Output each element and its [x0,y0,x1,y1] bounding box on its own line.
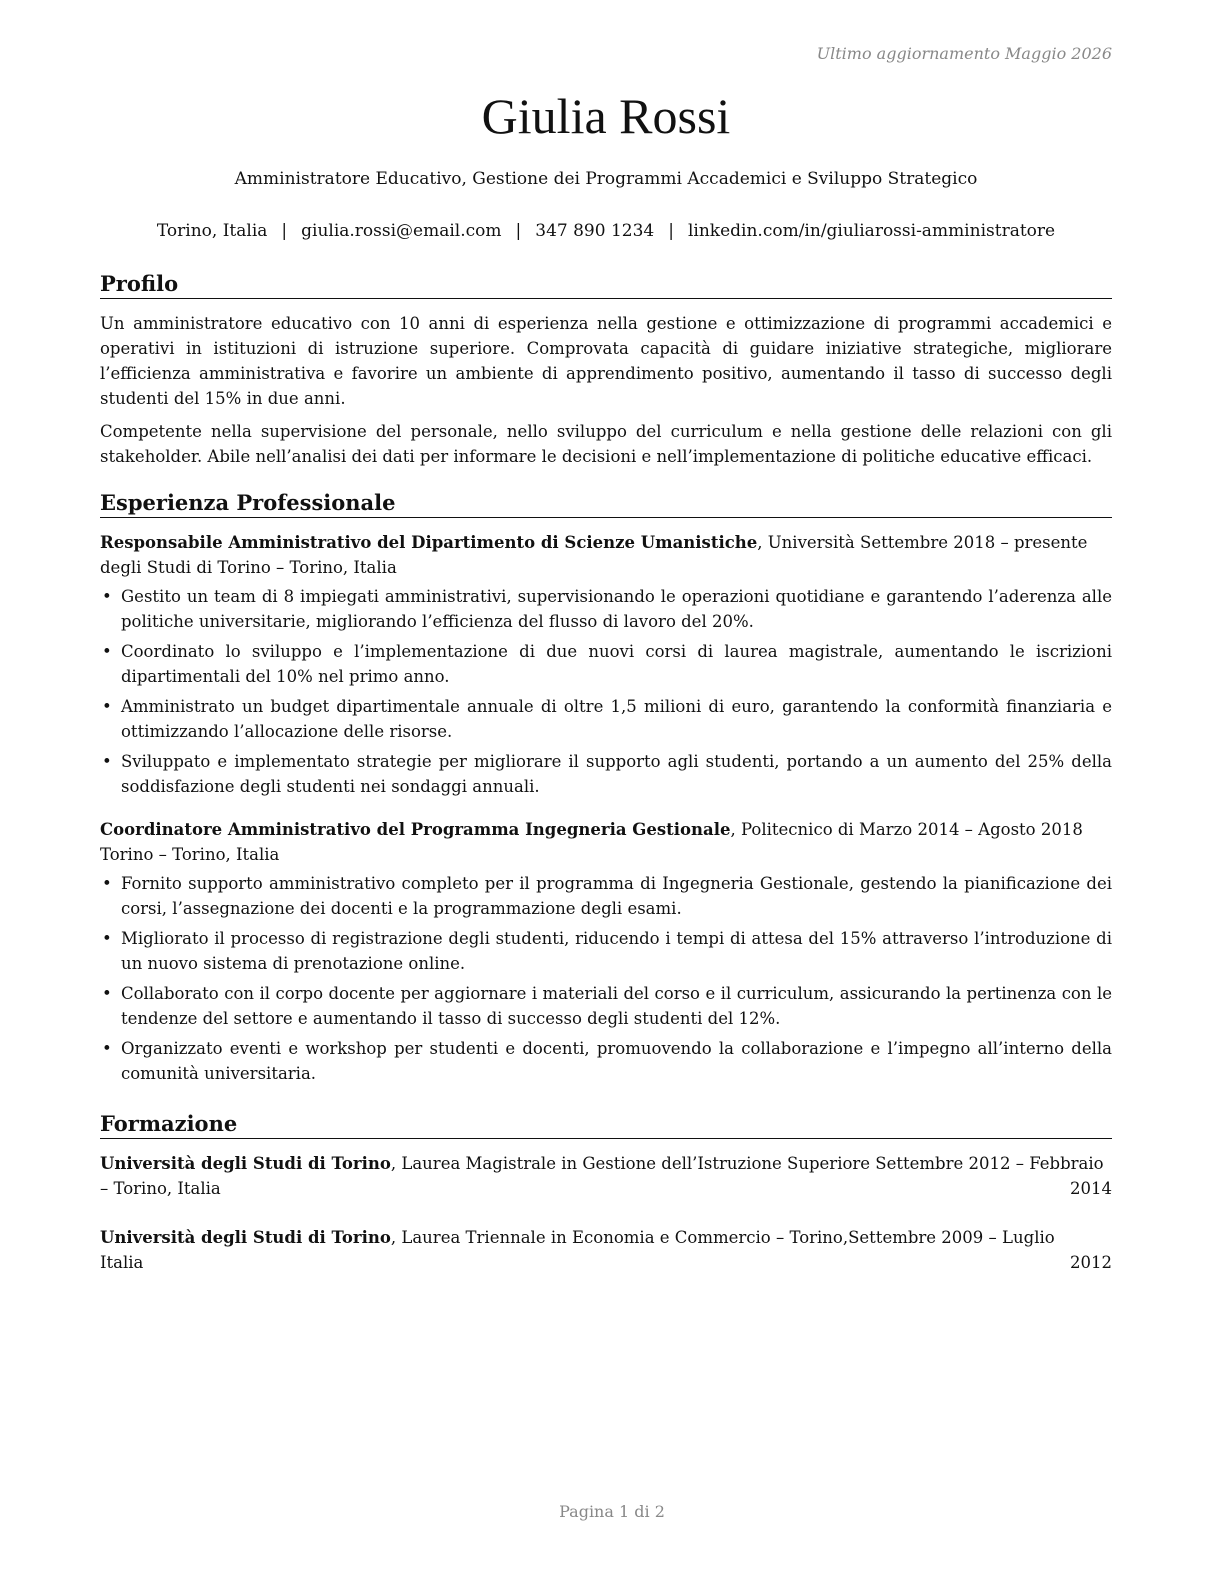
education-location: Italia [100,1253,144,1272]
job-bullet: • Migliorato il processo di registrazione degli studenti, riducendo i tempi di attesa del 15% attraverso l’introduzione di un nuovo sistema di prenotazione online. [100,926,1112,976]
profile-paragraph: Un amministratore educativo con 10 anni di esperienza nella gestione e ottimizzazione di programmi accademici e operativi in istituzioni di istruzione superiore. Comprovata capacità di guidare iniziative strategiche, migliorare l’efficienza amministrativa e favorire un ambiente di apprendimento positivo, aumentando il tasso di successo degli studenti del 15% in due anni. [100,314,1112,408]
contact-linkedin[interactable]: linkedin.com/in/giuliarossi-amministratore [687,221,1056,241]
education-entry [100,1151,1112,1201]
job-bullets [100,584,1112,799]
profile-paragraph: Competente nella supervisione del personale, nello sviluppo del curriculum e nella gestione delle relazioni con gli stakeholder. Abile nell’analisi dei dati per informare le decisioni e nell’implementazione di politiche educative efficaci. [100,422,1112,466]
education-line [100,1151,1112,1176]
contact-email[interactable]: giulia.rossi@email.com [301,221,502,241]
education-school: Università degli Studi di Torino [100,1228,391,1247]
contact-separator: | [281,221,288,241]
resume-page [100,0,1112,1584]
contact-separator: | [668,221,674,241]
job-org-location: Torino – Torino, Italia [100,845,280,864]
job-org-dates: , Università Settembre 2018 – presente [757,533,1088,552]
section-title-experience: Esperienza Professionale [100,489,1112,518]
section-title-profile: Profilo [100,270,1112,299]
section-title-education: Formazione [100,1110,1112,1139]
job-bullet: • Collaborato con il corpo docente per aggiornare i materiali del corso e il curriculum, assicurando la pertinenza con le tendenze del settore e aumentando il tasso di successo degli studenti del 12%. [100,981,1112,1031]
experience-section [100,489,1112,1091]
job-role: Responsabile Amministrativo del Dipartimento di Scienze Umanistiche [100,533,758,552]
job-entry [100,817,1112,1086]
job-org-dates: , Politecnico di Marzo 2014 – Agosto 2018 [730,820,1083,839]
education-degree-dates: , Laurea Triennale in Economia e Commercio – Torino,Settembre 2009 – Luglio [390,1228,1055,1247]
job-bullet: • Sviluppato e implementato strategie per migliorare il supporto agli studenti, portando a un aumento del 25% della soddisfazione degli studenti nei sondaggi annuali. [100,749,1112,799]
candidate-name: Giulia Rossi [481,88,731,144]
job-header [100,817,1112,867]
job-bullet: • Coordinato lo sviluppo e l’implementazione di due nuovi corsi di laurea magistrale, aumentando le iscrizioni dipartimentali del 10% nel primo anno. [100,639,1112,689]
job-bullet: • Organizzato eventi e workshop per studenti e docenti, promuovendo la collaborazione e l’impegno all’interno della comunità universitaria. [100,1036,1112,1086]
job-bullets [100,871,1112,1086]
education-location: – Torino, Italia [100,1179,221,1198]
education-line [100,1225,1112,1250]
education-entry [100,1225,1112,1275]
education-degree-dates: , Laurea Magistrale in Gestione dell’Istruzione Superiore Settembre 2012 – Febbraio [390,1154,1104,1173]
education-line [100,1250,1112,1275]
education-school: Università degli Studi di Torino [100,1154,391,1173]
last-updated: Ultimo aggiornamento Maggio 2026 [816,44,1112,63]
job-org-location: degli Studi di Torino – Torino, Italia [100,558,397,577]
education-end-year: 2012 [1070,1253,1112,1272]
profile-section [100,270,1112,477]
page-number: Pagina 1 di 2 [559,1502,665,1521]
education-end-year: 2014 [1070,1179,1112,1198]
job-entry [100,530,1112,799]
contact-line [90,219,1122,243]
candidate-subtitle: Amministratore Educativo, Gestione dei Programmi Accademici e Sviluppo Strategico [234,169,978,189]
education-section [100,1110,1112,1299]
job-bullet: • Gestito un team di 8 impiegati amministrativi, supervisionando le operazioni quotidiane e garantendo l’aderenza alle politiche universitarie, migliorando l’efficienza del flusso di lavoro del 20%. [100,584,1112,634]
job-role: Coordinatore Amministrativo del Programma Ingegneria Gestionale [100,820,731,839]
contact-location: Torino, Italia [156,221,268,241]
job-bullet: • Amministrato un budget dipartimentale annuale di oltre 1,5 milioni di euro, garantendo la conformità finanziaria e ottimizzando l’allocazione delle risorse. [100,694,1112,744]
job-bullet: • Fornito supporto amministrativo completo per il programma di Ingegneria Gestionale, gestendo la pianificazione dei corsi, l’assegnazione dei docenti e la programmazione degli esami. [100,871,1112,921]
education-line [100,1176,1112,1201]
contact-separator: | [515,221,522,241]
job-header [100,530,1112,580]
contact-phone: 347 890 1234 [535,221,655,241]
